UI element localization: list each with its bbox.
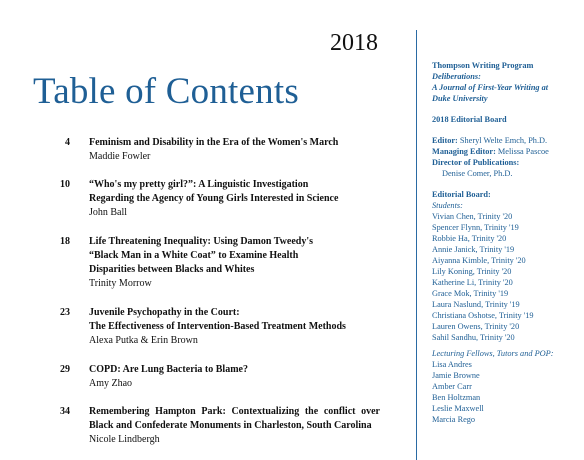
student-member: Laura Naslund, Trinity '19	[432, 300, 520, 309]
article-title-line: Black and Confederate Monuments in Charleston, South Carolina	[89, 420, 372, 431]
program-name: Thompson Writing Program	[432, 61, 534, 70]
article-author: Amy Zhao	[89, 378, 133, 389]
page-number: 18	[60, 236, 70, 247]
article-title-line: Remembering Hampton Park: Contextualizing the conflict over	[89, 406, 380, 417]
vertical-divider	[416, 30, 417, 460]
page-number: 4	[65, 137, 70, 148]
student-member: Grace Mok, Trinity '19	[432, 289, 509, 298]
fellow-member: Leslie Maxwell	[432, 404, 484, 413]
director-name: Denise Comer, Ph.D.	[442, 169, 513, 178]
year-label: 2018	[330, 30, 378, 56]
page-number: 23	[60, 307, 70, 318]
student-member: Vivian Chen, Trinity '20	[432, 212, 513, 221]
toc-entry	[50, 235, 380, 291]
fellow-member: Jamie Browne	[432, 371, 480, 380]
student-member: Sahil Sandhu, Trinity '20	[432, 333, 515, 342]
article-author: Maddie Fowler	[89, 151, 151, 162]
fellow-member: Lisa Andres	[432, 360, 472, 369]
student-member: Christiana Oshotse, Trinity '19	[432, 311, 534, 320]
student-member: Annie Janick, Trinity '19	[432, 245, 515, 254]
journal-name-line: Deliberations:	[432, 72, 481, 81]
managing-editor-line	[432, 146, 582, 157]
article-title-line: “Who's my pretty girl?”: A Linguistic Investigation	[89, 179, 309, 190]
article-title-line: COPD: Are Lung Bacteria to Blame?	[89, 364, 248, 375]
article-title-line: “Black Man in a White Coat” to Examine Health	[89, 250, 299, 261]
page-number: 34	[60, 406, 70, 417]
student-member: Lauren Owens, Trinity '20	[432, 322, 520, 331]
editor-name: Sheryl Welte Emch, Ph.D.	[459, 136, 548, 145]
fellow-member: Marcia Rego	[432, 415, 476, 424]
toc-entry	[50, 306, 380, 348]
article-author: Trinity Morrow	[89, 278, 152, 289]
students-label: Students:	[432, 201, 463, 210]
toc-entry	[50, 178, 380, 220]
article-author: Alexa Putka & Erin Brown	[89, 335, 198, 346]
toc-entry	[50, 363, 380, 391]
editor-label: Editor:	[432, 136, 458, 145]
fellows-label: Lecturing Fellows, Tutors and POP:	[432, 349, 554, 358]
student-member: Aiyanna Kimble, Trinity '20	[432, 256, 526, 265]
fellow-member: Ben Holtzman	[432, 393, 481, 402]
journal-name-line: Duke University	[432, 94, 488, 103]
board-heading: 2018 Editorial Board	[432, 115, 507, 124]
journal-name-line: A Journal of First-Year Writing at	[432, 83, 549, 92]
page-number: 10	[60, 179, 70, 190]
editorial-sidebar	[432, 60, 582, 425]
toc-entry	[50, 136, 380, 164]
director-label: Director of Publications:	[432, 158, 520, 167]
student-member: Robbie Ha, Trinity '20	[432, 234, 507, 243]
article-title-line: The Effectiveness of Intervention-Based Treatment Methods	[89, 321, 346, 332]
page-title: Table of Contents	[33, 71, 299, 112]
article-title-line: Juvenile Psychopathy in the Court:	[89, 307, 240, 318]
managing-editor-name: Melissa Pascoe	[497, 147, 549, 156]
article-title-line: Regarding the Agency of Young Girls Interested in Science	[89, 193, 339, 204]
article-author: Nicole Lindbergh	[89, 434, 160, 445]
article-author: John Ball	[89, 207, 128, 218]
editor-line	[432, 135, 582, 146]
fellow-member: Amber Carr	[432, 382, 472, 391]
article-title-line: Life Threatening Inequality: Using Damon Tweedy's	[89, 236, 314, 247]
toc-entry	[50, 405, 380, 447]
managing-editor-label: Managing Editor:	[432, 147, 496, 156]
article-title-line: Feminism and Disability in the Era of the Women's March	[89, 137, 339, 148]
editorial-board-label: Editorial Board:	[432, 190, 491, 199]
student-member: Lily Koning, Trinity '20	[432, 267, 512, 276]
article-title-line: Disparities between Blacks and Whites	[89, 264, 255, 275]
page-number: 29	[60, 364, 70, 375]
student-member: Katherine Li, Trinity '20	[432, 278, 513, 287]
student-member: Spencer Flynn, Trinity '19	[432, 223, 519, 232]
